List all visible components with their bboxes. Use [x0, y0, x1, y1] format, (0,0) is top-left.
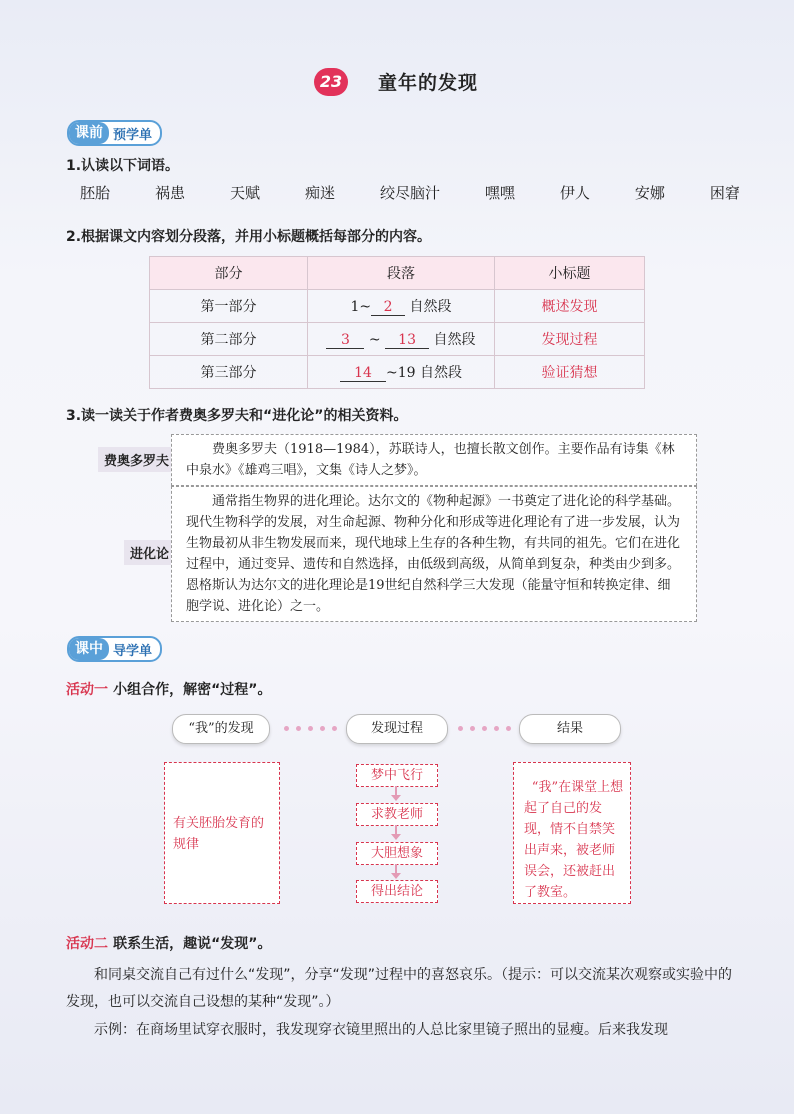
- paragraph-cell: [308, 290, 495, 323]
- connector-dot: [284, 726, 289, 731]
- paragraph-cell: [308, 356, 495, 389]
- process-step: 求教老师: [356, 803, 438, 826]
- range-suffix: ~19 自然段: [386, 365, 462, 381]
- connector-dot: [332, 726, 337, 731]
- arrow-head: [391, 834, 401, 840]
- evolution-label: 进化论: [124, 540, 175, 565]
- range-suffix: 自然段: [409, 299, 452, 315]
- author-info-box: 费奥多罗夫（1918—1984），苏联诗人，也擅长散文创作。主要作品有诗集《林中泉水》《雄鸡三唱》，文集《诗人之梦》。: [171, 434, 697, 486]
- lesson-title: 童年的发现: [378, 72, 479, 94]
- column-title-discovery: “我”的发现: [172, 714, 270, 744]
- process-step: 得出结论: [356, 880, 438, 903]
- part-cell: 第三部分: [150, 356, 308, 389]
- vocab-word: 伊人: [559, 184, 590, 202]
- vocab-word-list: [80, 182, 740, 203]
- connector-dot: [296, 726, 301, 731]
- table-header-cell: 小标题: [495, 257, 645, 290]
- part-cell: 第二部分: [150, 323, 308, 356]
- activity-2-paragraph: 和同桌交流自己有过什么“发现”，分享“发现”过程中的喜怒哀乐。（提示：可以交流某次观察或实验中的发现，也可以交流自己设想的某种“发现”。）: [66, 967, 733, 1010]
- author-label: 费奥多罗夫: [98, 447, 175, 472]
- vocab-word: 绞尽脑汁: [379, 184, 440, 202]
- connector-dot: [470, 726, 475, 731]
- table-header-cell: 部分: [150, 257, 308, 290]
- vocab-word: 嘿嘿: [484, 184, 515, 202]
- question-1-prompt: 1.认读以下词语。: [66, 158, 180, 174]
- result-answer: “我”在课堂上想起了自己的发现，情不自禁笑出声来，被老师误会，还被赶出了教室。: [524, 780, 624, 900]
- vocab-word: 天赋: [229, 184, 260, 202]
- connector-dot: [308, 726, 313, 731]
- answer-blank: 14: [340, 365, 386, 382]
- vocab-word: 困窘: [709, 184, 740, 202]
- evolution-info-box: 通常指生物界的进化理论。达尔文的《物种起源》一书奠定了进化论的科学基础。现代生物科学的发展，对生命起源、物种分化和形成等进化理论有了进一步发展，认为生物最初从非生物发展而来，现代地球上生存的各种生物，有共同的祖先。它们在进化过程中，通过变异、遗传和自然选择，由低级到高级，从简单到复杂，种类由少到多。恩格斯认为达尔文的进化理论是19世纪自然科学三大发现（能量守恒和转换定律、细胞学说、进化论）之一。: [171, 486, 697, 622]
- paragraph-cell: [308, 323, 495, 356]
- arrow-head: [391, 795, 401, 801]
- activity-2-example: 示例：在商场里试穿衣服时，我发现穿衣镜里照出的人总比家里镜子照出的显瘦。后来我发现: [94, 1022, 668, 1038]
- in-class-tag-sub: 导学单: [113, 643, 153, 659]
- vocab-word: 胚胎: [80, 184, 111, 202]
- range-separator: ~: [368, 332, 381, 348]
- connector-dot: [458, 726, 463, 731]
- answer-blank: 3: [326, 332, 364, 349]
- activity-2-label: 活动二: [66, 936, 108, 952]
- column-title-process: 发现过程: [346, 714, 448, 744]
- connector-dot: [494, 726, 499, 731]
- process-step: 梦中飞行: [356, 764, 438, 787]
- in-class-tag-main: 课中: [69, 638, 109, 660]
- column-title-result: 结果: [519, 714, 621, 744]
- vocab-word: 安娜: [634, 184, 665, 202]
- pre-class-tag-sub: 预学单: [113, 127, 153, 143]
- range-prefix: 1~: [350, 299, 372, 315]
- part-cell: 第一部分: [150, 290, 308, 323]
- activity-1-heading: [66, 679, 272, 699]
- discovery-answer-box: [164, 762, 280, 904]
- activity-1-text: 小组合作，解密“过程”。: [113, 682, 272, 698]
- discovery-answer: 有关胚胎发育的规律: [173, 816, 265, 852]
- subtitle-answer: 概述发现: [495, 290, 645, 323]
- activity-1-label: 活动一: [66, 682, 108, 698]
- table-header-cell: 段落: [308, 257, 495, 290]
- pre-class-tag-main: 课前: [69, 122, 109, 144]
- answer-blank: 2: [371, 299, 405, 316]
- process-step: 大胆想象: [356, 842, 438, 865]
- arrow-head: [391, 873, 401, 879]
- connector-dot: [506, 726, 511, 731]
- subtitle-answer: 验证猜想: [495, 356, 645, 389]
- question-2-prompt: 2.根据课文内容划分段落，并用小标题概括每部分的内容。: [66, 229, 432, 245]
- vocab-word: 祸患: [154, 184, 185, 202]
- answer-blank: 13: [385, 332, 429, 349]
- result-answer-box: [513, 762, 631, 904]
- in-class-tag: [67, 636, 162, 662]
- vocab-word: 痴迷: [304, 184, 335, 202]
- table-row: [150, 290, 645, 323]
- question-3-prompt: 3.读一读关于作者费奥多罗夫和“进化论”的相关资料。: [66, 408, 408, 424]
- range-suffix: 自然段: [433, 332, 476, 348]
- table-row: [150, 323, 645, 356]
- lesson-number-badge: 23: [314, 68, 348, 96]
- activity-2-heading: [66, 933, 272, 953]
- pre-class-tag: [67, 120, 162, 146]
- table-row: [150, 356, 645, 389]
- connector-dot: [482, 726, 487, 731]
- paragraph-table: [149, 256, 645, 389]
- activity-2-text: 联系生活，趣说“发现”。: [113, 936, 272, 952]
- table-header-row: [150, 257, 645, 290]
- subtitle-answer: 发现过程: [495, 323, 645, 356]
- connector-dot: [320, 726, 325, 731]
